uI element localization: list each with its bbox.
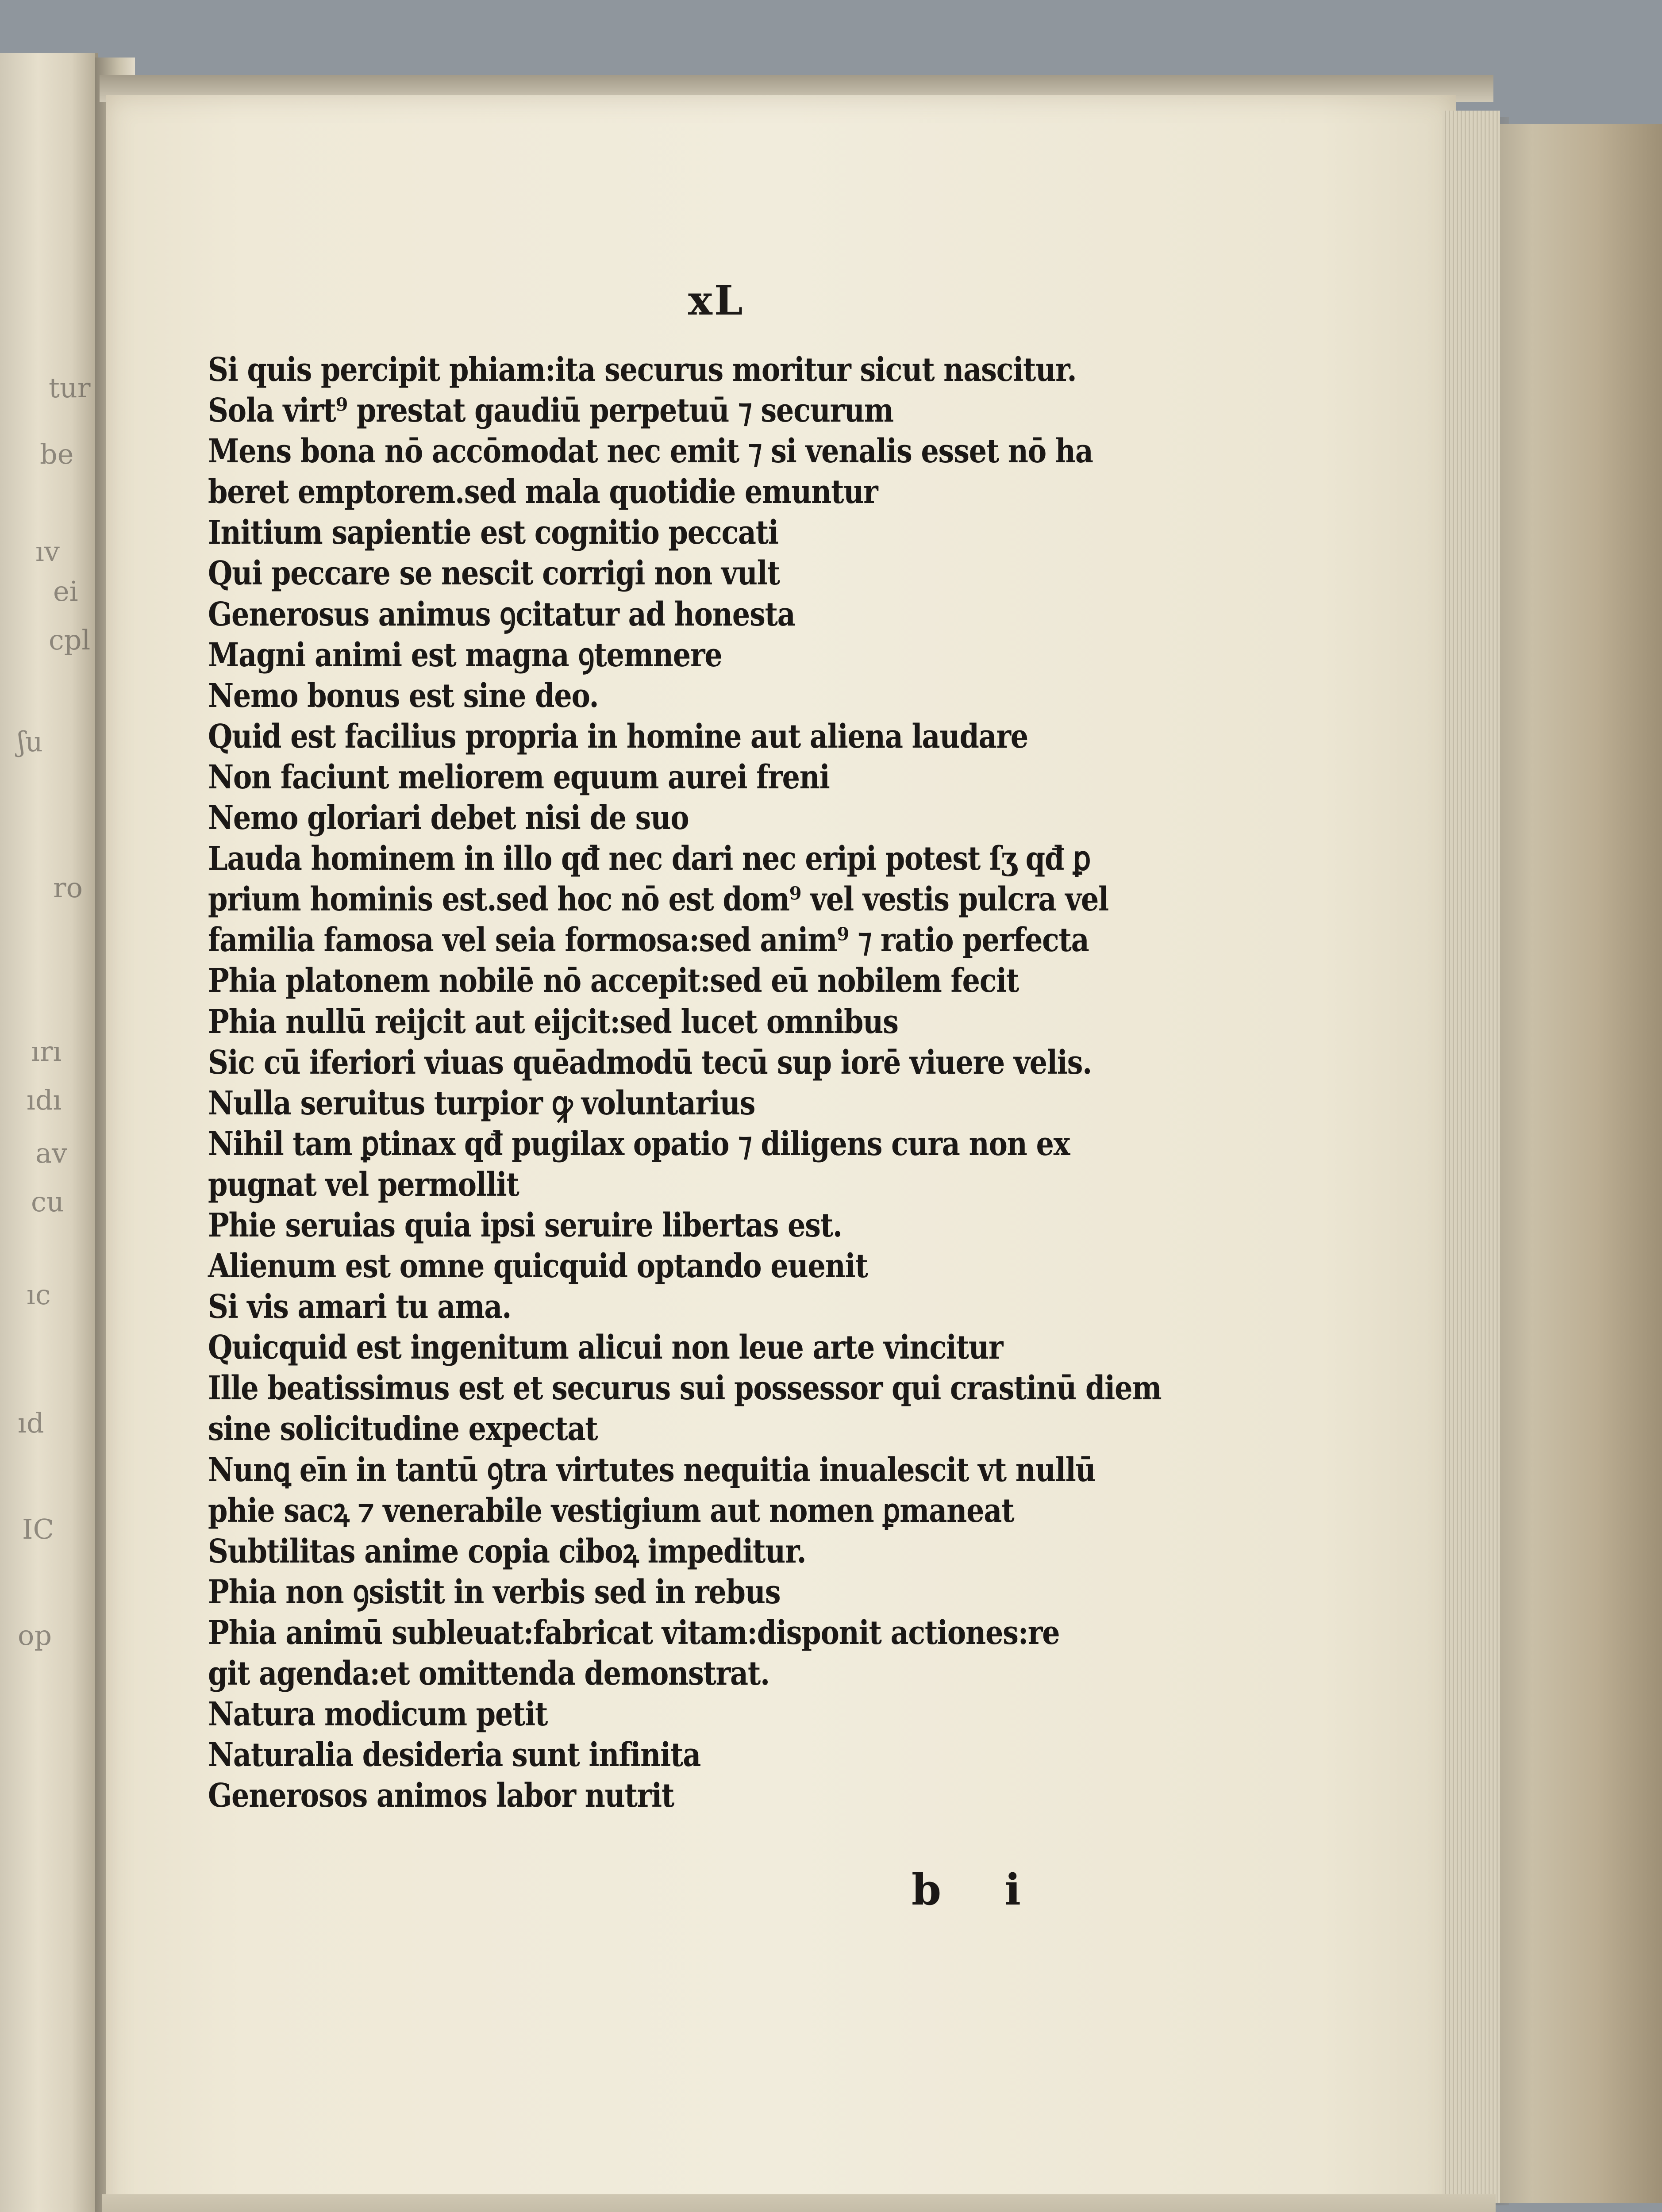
bleed-fragment: IC [22, 1513, 54, 1545]
text-line: prium hominis est.sed hoc nō est dom⁹ vel vestis pulcra vel [208, 880, 1108, 919]
text-line: Phia non ꝯsistit in verbis sed in rebus [208, 1573, 781, 1611]
headband [102, 2194, 1496, 2212]
text-line: git agenda:et omittenda demonstrat. [208, 1655, 769, 1693]
text-line: sine solicitudine expectat [208, 1410, 598, 1448]
text-line: Nunꝗ eīn in tantū ꝯtra virtutes nequitia inualescit vt nullū [208, 1451, 1096, 1489]
text-line: Quid est facilius propria in homine aut aliena laudare [208, 717, 1028, 756]
text-line: Mens bona nō accōmodat nec emit ⁊ si venalis esset nō ha [208, 432, 1093, 471]
text-line: Generosos animos labor nutrit [208, 1777, 674, 1815]
text-line: Natura modicum petit [208, 1695, 548, 1734]
text-line: Nemo gloriari debet nisi de suo [208, 799, 689, 837]
text-line: Nemo bonus est sine deo. [208, 676, 599, 715]
text-line: Phia animū subleuat:fabricat vitam:disponit actiones:re [208, 1613, 1060, 1652]
bleed-fragment: op [18, 1619, 52, 1651]
text-line: Qui peccare se nescit corrigi non vult [208, 554, 780, 593]
text-line: phie sacꝝ ⁊ venerabile vestigium aut nomen ꝑmaneat [208, 1491, 1014, 1530]
bleed-fragment: cu [31, 1186, 64, 1218]
bleed-fragment: ro [53, 872, 83, 904]
text-line: Initium sapientie est cognitio peccati [208, 514, 778, 552]
bleed-fragment: ıc [27, 1279, 51, 1311]
bleed-fragment: av [35, 1137, 67, 1169]
text-line: Lauda hominem in illo qđ nec dari nec eripi potest ſʒ qđ ꝑ [208, 840, 1091, 878]
text-line: Sola virt⁹ prestat gaudiū perpetuū ⁊ securum [208, 392, 893, 430]
text-line: Phia platonem nobilē nō accepit:sed eū nobilem fecit [208, 962, 1019, 1000]
text-line: Sic cū iferiori viuas quēadmodū tecū sup iorē viuere velis. [208, 1043, 1092, 1082]
bleed-fragment: ʃu [18, 726, 43, 758]
text-line: Magni animi est magna ꝯtemnere [208, 636, 722, 674]
text-line: Nulla seruitus turpior ꝙ voluntarius [208, 1084, 755, 1122]
left-page [0, 53, 98, 2212]
bleed-fragment: ırı [31, 1035, 62, 1068]
text-line: familia famosa vel seia formosa:sed anim⁹ ⁊ ratio perfecta [208, 921, 1089, 960]
back-cover [1500, 124, 1662, 2203]
text-block [208, 349, 1173, 1816]
folio-number: xL [688, 276, 745, 324]
page-edges [1443, 111, 1500, 2203]
text-line: Non faciunt meliorem equum aurei freni [208, 758, 830, 796]
text-line: Nihil tam ꝑtinax qđ pugilax opatio ⁊ diligens cura non ex [208, 1125, 1070, 1163]
text-line: Generosus animus ꝯcitatur ad honesta [208, 595, 795, 634]
text-line: Subtilitas anime copia ciboꝝ impeditur. [208, 1532, 806, 1571]
bleed-fragment: ıd [18, 1407, 44, 1439]
text-line: Si quis percipit phiam:ita securus moritur sicut nascitur. [208, 351, 1077, 389]
text-line: pugnat vel permollit [208, 1165, 519, 1204]
bleed-fragment: ei [53, 575, 78, 607]
text-line: Alienum est omne quicquid optando euenit [208, 1247, 868, 1286]
signature-mark: b i [912, 1865, 1046, 1915]
text-line: Naturalia desideria sunt infinita [208, 1736, 701, 1774]
bleed-fragment: ıv [35, 535, 60, 568]
bleed-fragment: cpl [49, 624, 91, 656]
text-line: Si vis amari tu ama. [208, 1288, 512, 1326]
text-line: Phie seruias quia ipsi seruire libertas est. [208, 1206, 842, 1244]
bleed-fragment: ıdı [27, 1084, 62, 1116]
bleed-fragment: be [40, 438, 74, 470]
bleed-fragment: tur [49, 372, 91, 404]
left-page-bleed-text [9, 53, 93, 2212]
text-line: Ille beatissimus est et securus sui possessor qui crastinū diem [208, 1369, 1162, 1408]
text-line: beret emptorem.sed mala quotidie emuntur [208, 473, 878, 511]
text-line: Quicquid est ingenitum alicui non leue arte vincitur [208, 1329, 1003, 1367]
text-line: Phia nullū reijcit aut eijcit:sed lucet omnibus [208, 1002, 898, 1041]
